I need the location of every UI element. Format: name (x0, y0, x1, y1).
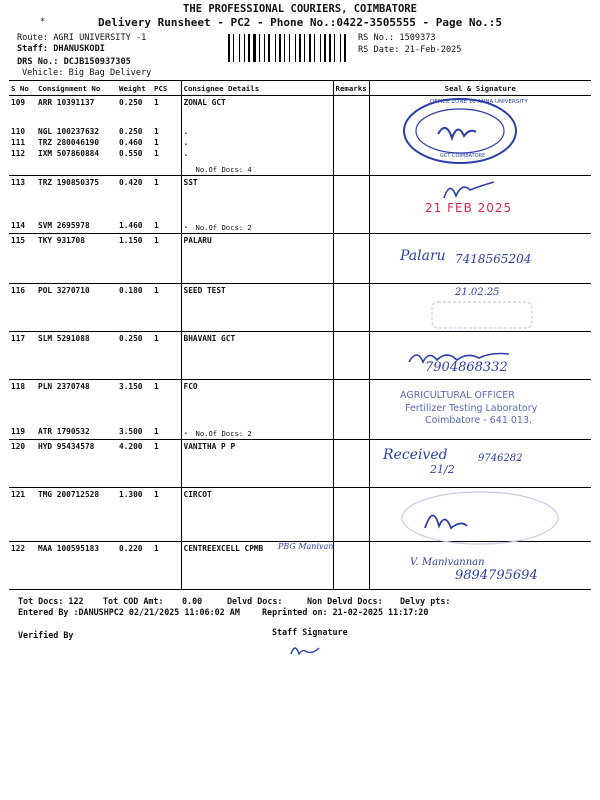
row-cons: IXM 507860884 (38, 149, 100, 158)
weight-cell (117, 488, 152, 542)
consignee-cell (181, 488, 333, 542)
row-consignee: CIRCOT (183, 490, 212, 499)
handwritten-phone-4: 9894795694 (455, 568, 538, 583)
pcs-cell (152, 542, 181, 590)
row-sno: 112 (11, 149, 26, 158)
consignment-cell (36, 332, 117, 380)
row-pcs: 1 (154, 442, 159, 451)
weight-cell (117, 332, 152, 380)
handwritten-phone-1: 7418565204 (455, 252, 532, 266)
officer-stamp-line1: AGRICULTURAL OFFICER (400, 390, 515, 401)
row-sno: 109 (11, 98, 26, 107)
vehicle: Vehicle: Big Bag Delivery (22, 68, 152, 78)
entered-by: Entered By :DANUSHPC2 02/21/2025 11:06:02 AM (18, 607, 240, 617)
col-sno: S No (9, 81, 36, 96)
row-consignee: . (183, 149, 189, 158)
row-consignee: SST (183, 178, 198, 187)
sno-cell (9, 542, 36, 590)
row-consignee: . (183, 427, 189, 436)
sno-cell (9, 332, 36, 380)
row-pcs: 1 (154, 178, 159, 187)
row-cons: HYD 95434578 (38, 442, 95, 451)
weight-cell (117, 284, 152, 332)
officer-stamp-line3: Coimbatore - 641 013. (425, 415, 533, 426)
seal-text: OFFICE ZONE 10 ANNA UNIVERSITY (430, 99, 528, 105)
row-weight: 0.250 (119, 127, 143, 136)
total-cod-value: 0.00 (182, 596, 203, 606)
row-consignee: ZONAL GCT (183, 98, 226, 107)
staff: Staff: DHANUSKODI (17, 44, 105, 54)
row-weight: 0.220 (119, 544, 143, 553)
consignee-cell (181, 380, 333, 440)
handwritten-phone-2: 7904868332 (425, 360, 508, 375)
row-sno: 115 (11, 236, 26, 245)
total-docs: Tot Docs: 122 (18, 596, 84, 606)
barcode (228, 34, 350, 62)
row-consignee: FCO (183, 382, 198, 391)
row-sno: 116 (11, 286, 26, 295)
pcs-cell (152, 440, 181, 488)
consignment-cell (36, 542, 117, 590)
consignee-cell (181, 332, 333, 380)
table-header-row (9, 81, 591, 96)
col-seal-signature: Seal & Signature (369, 81, 591, 96)
officer-stamp-line2: Fertilizer Testing Laboratory (405, 403, 538, 414)
row-weight: 1.300 (119, 490, 143, 499)
non-delivered-docs: Non Delvd Docs: (307, 596, 383, 606)
weight-cell (117, 176, 152, 234)
handwritten-date-2: 21/2 (430, 463, 455, 476)
col-consignment: Consignment No (36, 81, 117, 96)
row-weight: 0.550 (119, 149, 143, 158)
handwritten-name: Palaru (400, 248, 446, 264)
company-name: THE PROFESSIONAL COURIERS, COIMBATORE (183, 3, 417, 15)
row-pcs: 1 (154, 544, 159, 553)
row-pcs: 1 (154, 98, 159, 107)
row-sno: 122 (11, 544, 26, 553)
col-remarks: Remarks (333, 81, 369, 96)
row-pcs: 1 (154, 138, 159, 147)
row-weight: 1.460 (119, 221, 143, 230)
row-cons: SLM 5291088 (38, 334, 90, 343)
handwritten-date: 21.02.25 (455, 287, 500, 298)
consignment-cell (36, 284, 117, 332)
docs-count: No.Of Docs: 2 (195, 429, 252, 438)
row-cons: MAA 100595183 (38, 544, 100, 553)
consignee-cell (181, 234, 333, 284)
row-consignee: SEED TEST (183, 286, 226, 295)
row-pcs: 1 (154, 286, 159, 295)
remarks-cell (333, 284, 369, 332)
consignment-cell (36, 96, 117, 176)
row-weight: 0.250 (119, 98, 143, 107)
row-sno: 113 (11, 178, 26, 187)
col-consignee: Consignee Details (181, 81, 333, 96)
runsheet-subtitle: Delivery Runsheet - PC2 - Phone No.:0422-3505555 - Page No.:5 (98, 16, 502, 29)
sno-cell (9, 96, 36, 176)
weight-cell (117, 440, 152, 488)
row-consignee: CENTREEXCELL CPMB (183, 544, 264, 553)
row-cons: ATR 1790532 (38, 427, 90, 436)
weight-cell (117, 234, 152, 284)
row-sno: 121 (11, 490, 26, 499)
row-sno: 120 (11, 442, 26, 451)
docs-count: No.Of Docs: 4 (195, 165, 252, 174)
consignment-cell (36, 440, 117, 488)
faded-stamp (428, 298, 538, 334)
delivered-docs: Delvd Docs: (227, 596, 283, 606)
pcs-cell (152, 96, 181, 176)
remarks-cell (333, 440, 369, 488)
row-cons: TRZ 190850375 (38, 178, 100, 187)
staff-signature-scrawl (288, 640, 320, 660)
row-weight: 4.200 (119, 442, 143, 451)
row-consignee: VANITHA P P (183, 442, 236, 451)
consignee-cell (181, 96, 333, 176)
row-sno: 110 (11, 127, 26, 136)
date-stamp: 21 FEB 2025 (425, 201, 513, 215)
page-mark: * (40, 17, 46, 27)
row-cons: TRZ 280046190 (38, 138, 100, 147)
row-cons: TKY 931708 (38, 236, 85, 245)
total-cod-label: Tot COD Amt: (103, 596, 164, 606)
row-pcs: 1 (154, 149, 159, 158)
consignee-cell (181, 176, 333, 234)
weight-cell (117, 542, 152, 590)
sno-cell (9, 234, 36, 284)
weight-cell (117, 380, 152, 440)
handwritten-received: Received (383, 447, 448, 463)
row-sno: 117 (11, 334, 26, 343)
row-pcs: 1 (154, 127, 159, 136)
remarks-cell (333, 332, 369, 380)
row-weight: 3.150 (119, 382, 143, 391)
reprinted-on: Reprinted on: 21-02-2025 11:17:20 (262, 607, 429, 617)
pcs-cell (152, 380, 181, 440)
docs-count: No.Of Docs: 2 (195, 223, 252, 232)
consignee-cell (181, 284, 333, 332)
row-weight: 1.150 (119, 236, 143, 245)
row-pcs: 1 (154, 490, 159, 499)
consignee-cell (181, 440, 333, 488)
pcs-cell (152, 488, 181, 542)
row-consignee: PALARU (183, 236, 212, 245)
consignment-cell (36, 176, 117, 234)
remarks-cell (333, 488, 369, 542)
row-pcs: 1 (154, 334, 159, 343)
row-consignee: . (183, 138, 189, 147)
row-consignee: . (183, 221, 189, 230)
sno-cell (9, 284, 36, 332)
handwritten-inline-name: PBG Manivan (278, 542, 334, 551)
handwritten-phone-3: 9746282 (478, 453, 523, 464)
sno-cell (9, 488, 36, 542)
row-sno: 111 (11, 138, 26, 147)
verified-by: Verified By (18, 630, 74, 640)
row-cons: SVM 2695978 (38, 221, 90, 230)
seal-city: GCT COIMBATORE (440, 153, 486, 159)
row-sno: 119 (11, 427, 26, 436)
row-weight: 3.500 (119, 427, 143, 436)
sno-cell (9, 440, 36, 488)
pcs-cell (152, 332, 181, 380)
row-weight: 0.180 (119, 286, 143, 295)
remarks-cell (333, 380, 369, 440)
remarks-cell (333, 96, 369, 176)
sno-cell (9, 176, 36, 234)
delivery-points: Delvy pts: (400, 596, 451, 606)
row-pcs: 1 (154, 221, 159, 230)
remarks-cell (333, 234, 369, 284)
row-consignee: BHAVANI GCT (183, 334, 236, 343)
row-cons: ARR 10391137 (38, 98, 95, 107)
row-cons: NGL 100237632 (38, 127, 100, 136)
rs-date: RS Date: 21-Feb-2025 (358, 45, 462, 55)
col-pcs: PCS (152, 81, 181, 96)
row-pcs: 1 (154, 427, 159, 436)
row-cons: PLN 2370748 (38, 382, 90, 391)
consignment-cell (36, 380, 117, 440)
consignment-cell (36, 234, 117, 284)
row-cons: POL 3270710 (38, 286, 90, 295)
remarks-cell (333, 176, 369, 234)
row-consignee: . (183, 127, 189, 136)
row-sno: 118 (11, 382, 26, 391)
row-weight: 0.420 (119, 178, 143, 187)
row-weight: 0.250 (119, 334, 143, 343)
row-cons: TMG 200712528 (38, 490, 100, 499)
pcs-cell (152, 284, 181, 332)
col-weight: Weight (117, 81, 152, 96)
row-pcs: 1 (154, 236, 159, 245)
pcs-cell (152, 176, 181, 234)
weight-cell (117, 96, 152, 176)
drs-number: DRS No.: DCJB150937305 (17, 57, 131, 67)
row-weight: 0.460 (119, 138, 143, 147)
consignment-cell (36, 488, 117, 542)
row-sno: 114 (11, 221, 26, 230)
remarks-cell (333, 542, 369, 590)
faded-round-seal (395, 488, 565, 548)
handwritten-name-2: V. Manivannan (410, 557, 485, 568)
sno-cell (9, 380, 36, 440)
staff-signature-label: Staff Signature (272, 627, 348, 637)
rs-number: RS No.: 1509373 (358, 33, 436, 43)
row-pcs: 1 (154, 382, 159, 391)
pcs-cell (152, 234, 181, 284)
route: Route: AGRI UNIVERSITY -1 (17, 33, 147, 43)
